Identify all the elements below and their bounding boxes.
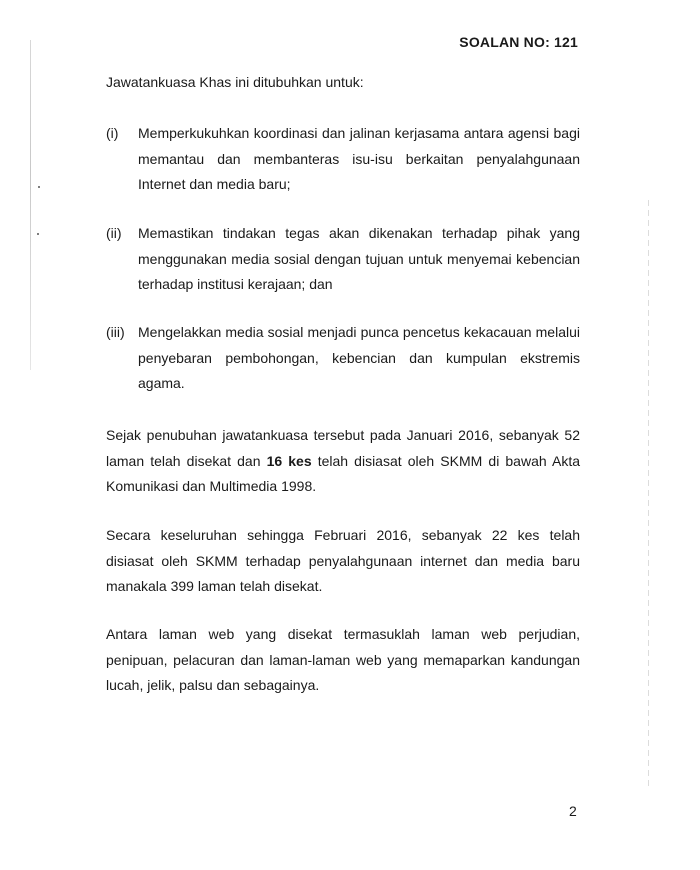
scan-speck: [37, 233, 39, 235]
intro-text: Jawatankuasa Khas ini ditubuhkan untuk:: [106, 74, 364, 90]
page-number: 2: [569, 803, 577, 819]
list-item: [106, 121, 580, 198]
paragraph-text: telah disiasat oleh SKMM di bawah Akta Komunikasi dan Multimedia 1998.: [106, 452, 580, 494]
scan-speck: [38, 186, 40, 188]
scan-edge-right: [648, 200, 649, 790]
list-item-number: (i): [106, 125, 119, 141]
paragraph-overall-results: Secara keseluruhan sehingga Februari 2016, sebanyak 22 kes telah disiasat oleh SKMM terhadap penyalahgunaan internet dan media baru manakala 399 laman telah disekat.: [106, 527, 580, 594]
scan-edge-left: [30, 40, 31, 370]
paragraph-committee-results: [106, 423, 580, 500]
list-item-text: Memperkukuhkan koordinasi dan jalinan kerjasama antara agensi bagi memantau dan membanteras isu-isu berkaitan penyalahgunaan Internet dan media baru;: [138, 125, 580, 192]
list-item-text: Mengelakkan media sosial menjadi punca pencetus kekacauan melalui penyebaran pembohongan, kebencian dan kumpulan ekstremis agama.: [138, 324, 580, 391]
list-item-number: (ii): [106, 225, 122, 241]
list-item: [106, 221, 580, 298]
paragraph-text: Sejak penubuhan jawatankuasa tersebut pada Januari 2016, sebanyak 52 laman telah disekat dan: [106, 427, 580, 469]
list-item-number: (iii): [106, 324, 125, 340]
list-item-text: Memastikan tindakan tegas akan dikenakan terhadap pihak yang menggunakan media sosial dengan tujuan untuk menyemai kebencian terhadap institusi kerajaan; dan: [138, 225, 580, 292]
list-item: [106, 320, 580, 397]
highlighted-case-count: 16 kes: [266, 452, 312, 469]
paragraph-blocked-sites: Antara laman web yang disekat termasuklah laman web perjudian, penipuan, pelacuran dan laman-laman web yang memaparkan kandungan lucah, jelik, palsu dan sebagainya.: [106, 626, 580, 693]
question-reference: SOALAN NO: 121: [459, 34, 578, 50]
